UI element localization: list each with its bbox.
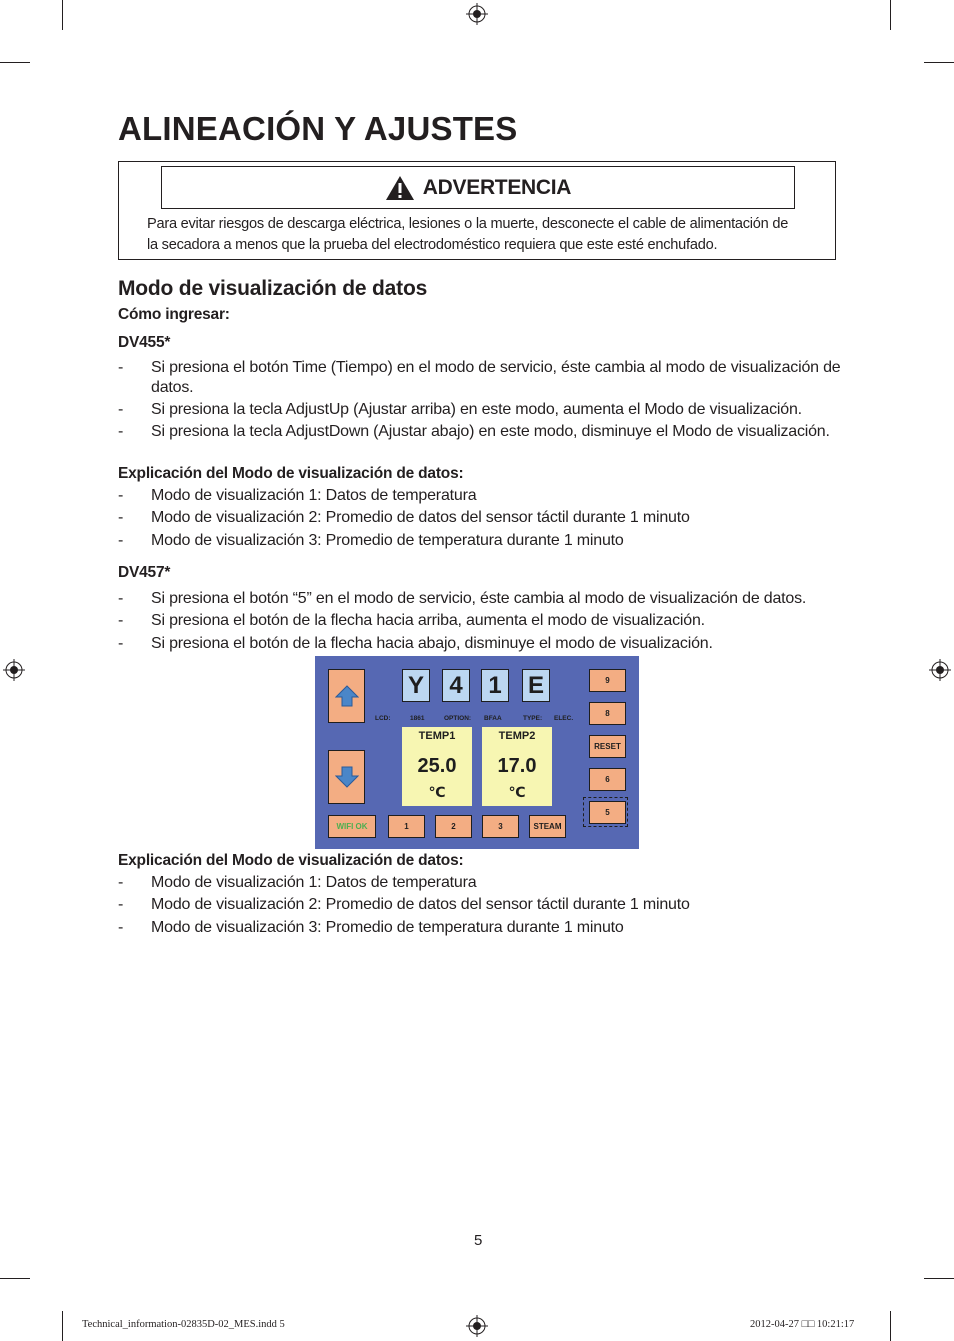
- footer-date: 2012-04-27 □□ 10:21:17: [750, 1319, 855, 1330]
- crop-mark: [924, 1278, 954, 1279]
- list-item: - Si presiona el botón de la flecha hacia arriba, aumenta el modo de visualización.: [118, 611, 878, 631]
- dv457-label: DV457*: [118, 564, 171, 581]
- crop-mark: [0, 62, 30, 63]
- option-value: BFAA: [484, 715, 502, 722]
- lcd-label: LCD:: [375, 715, 391, 722]
- temp1-display: [402, 727, 472, 806]
- button-6[interactable]: 6: [589, 768, 626, 791]
- arrow-up-button[interactable]: [328, 669, 365, 723]
- dv455-explanation-list: [118, 486, 878, 551]
- list-item: - Modo de visualización 1: Datos de temperatura: [118, 873, 878, 893]
- steam-button[interactable]: STEAM: [529, 815, 566, 838]
- registration-mark-icon: [466, 3, 488, 25]
- button-1[interactable]: 1: [388, 815, 425, 838]
- arrow-down-button[interactable]: [328, 750, 365, 804]
- list-item: - Modo de visualización 1: Datos de temperatura: [118, 486, 878, 506]
- wifi-ok-button[interactable]: WIFI OK: [328, 815, 376, 838]
- arrow-down-icon: [335, 765, 359, 789]
- registration-mark-icon: [929, 659, 951, 681]
- temp2-value: 17.0: [497, 755, 537, 777]
- button-5[interactable]: 5: [589, 801, 626, 824]
- control-panel: [315, 656, 639, 849]
- how-to-enter-heading: Cómo ingresar:: [118, 306, 230, 323]
- crop-mark: [890, 1311, 891, 1341]
- list-item: - Si presiona el botón Time (Tiempo) en el modo de servicio, éste cambia al modo de visualización de datos.: [118, 358, 843, 398]
- temp1-label: TEMP1: [418, 730, 456, 742]
- crop-mark: [924, 62, 954, 63]
- list-item: - Si presiona el botón “5” en el modo de servicio, éste cambia al modo de visualización de datos.: [118, 589, 878, 609]
- list-item: - Modo de visualización 2: Promedio de datos del sensor táctil durante 1 minuto: [118, 508, 878, 528]
- arrow-up-icon: [335, 684, 359, 708]
- warning-heading: ADVERTENCIA: [422, 175, 572, 199]
- explanation-heading: Explicación del Modo de visualización de datos:: [118, 465, 464, 482]
- display-digit: E: [522, 669, 550, 702]
- button-8[interactable]: 8: [589, 702, 626, 725]
- type-value: ELEC.: [554, 715, 574, 722]
- dv455-label: DV455*: [118, 334, 171, 351]
- option-label: OPTION:: [444, 715, 472, 722]
- lcd-value: 1861: [410, 715, 425, 722]
- temp2-label: TEMP2: [498, 730, 536, 742]
- dv455-list: [118, 358, 843, 442]
- display-digit: Y: [402, 669, 430, 702]
- warning-text-line: Para evitar riesgos de descarga eléctrica, lesiones o la muerte, desconecte el cable de alimentación de: [147, 216, 789, 232]
- list-item: - Modo de visualización 2: Promedio de datos del sensor táctil durante 1 minuto: [118, 895, 878, 915]
- page-title: ALINEACIÓN Y AJUSTES: [118, 110, 518, 147]
- temp1-unit: ℃: [428, 784, 446, 800]
- registration-mark-icon: [466, 1315, 488, 1337]
- warning-triangle-icon: [385, 175, 415, 201]
- crop-mark: [0, 1278, 30, 1279]
- dv457-list: [118, 589, 878, 654]
- warning-text-line: la secadora a menos que la prueba del electrodoméstico requiera que este esté enchufado.: [147, 237, 718, 253]
- warning-header: [161, 166, 795, 209]
- list-item: - Si presiona la tecla AdjustUp (Ajustar arriba) en este modo, aumenta el Modo de visualización.: [118, 400, 843, 420]
- list-item: - Si presiona la tecla AdjustDown (Ajustar abajo) en este modo, disminuye el Modo de visualización.: [118, 422, 843, 442]
- explanation-heading: Explicación del Modo de visualización de datos:: [118, 852, 464, 869]
- button-2[interactable]: 2: [435, 815, 472, 838]
- crop-mark: [890, 0, 891, 30]
- button-3[interactable]: 3: [482, 815, 519, 838]
- temp2-display: [482, 727, 552, 806]
- warning-text: [147, 214, 817, 256]
- registration-mark-icon: [3, 659, 25, 681]
- footer-file: Technical_information-02835D-02_MES.indd 5: [82, 1319, 285, 1330]
- display-digit: 1: [481, 669, 509, 702]
- button-9[interactable]: 9: [589, 669, 626, 692]
- display-digit: 4: [442, 669, 470, 702]
- type-label: TYPE:: [523, 715, 543, 722]
- list-item: - Modo de visualización 3: Promedio de temperatura durante 1 minuto: [118, 918, 878, 938]
- temp1-value: 25.0: [417, 755, 457, 777]
- crop-mark: [62, 1311, 63, 1341]
- crop-mark: [62, 0, 63, 30]
- reset-button[interactable]: RESET: [589, 735, 626, 758]
- list-item: - Si presiona el botón de la flecha hacia abajo, disminuye el modo de visualización.: [118, 634, 878, 654]
- list-item: - Modo de visualización 3: Promedio de temperatura durante 1 minuto: [118, 531, 878, 551]
- section-heading: Modo de visualización de datos: [118, 277, 428, 300]
- temp2-unit: ℃: [508, 784, 526, 800]
- page-number: 5: [474, 1232, 483, 1249]
- dv457-explanation-list: [118, 873, 878, 938]
